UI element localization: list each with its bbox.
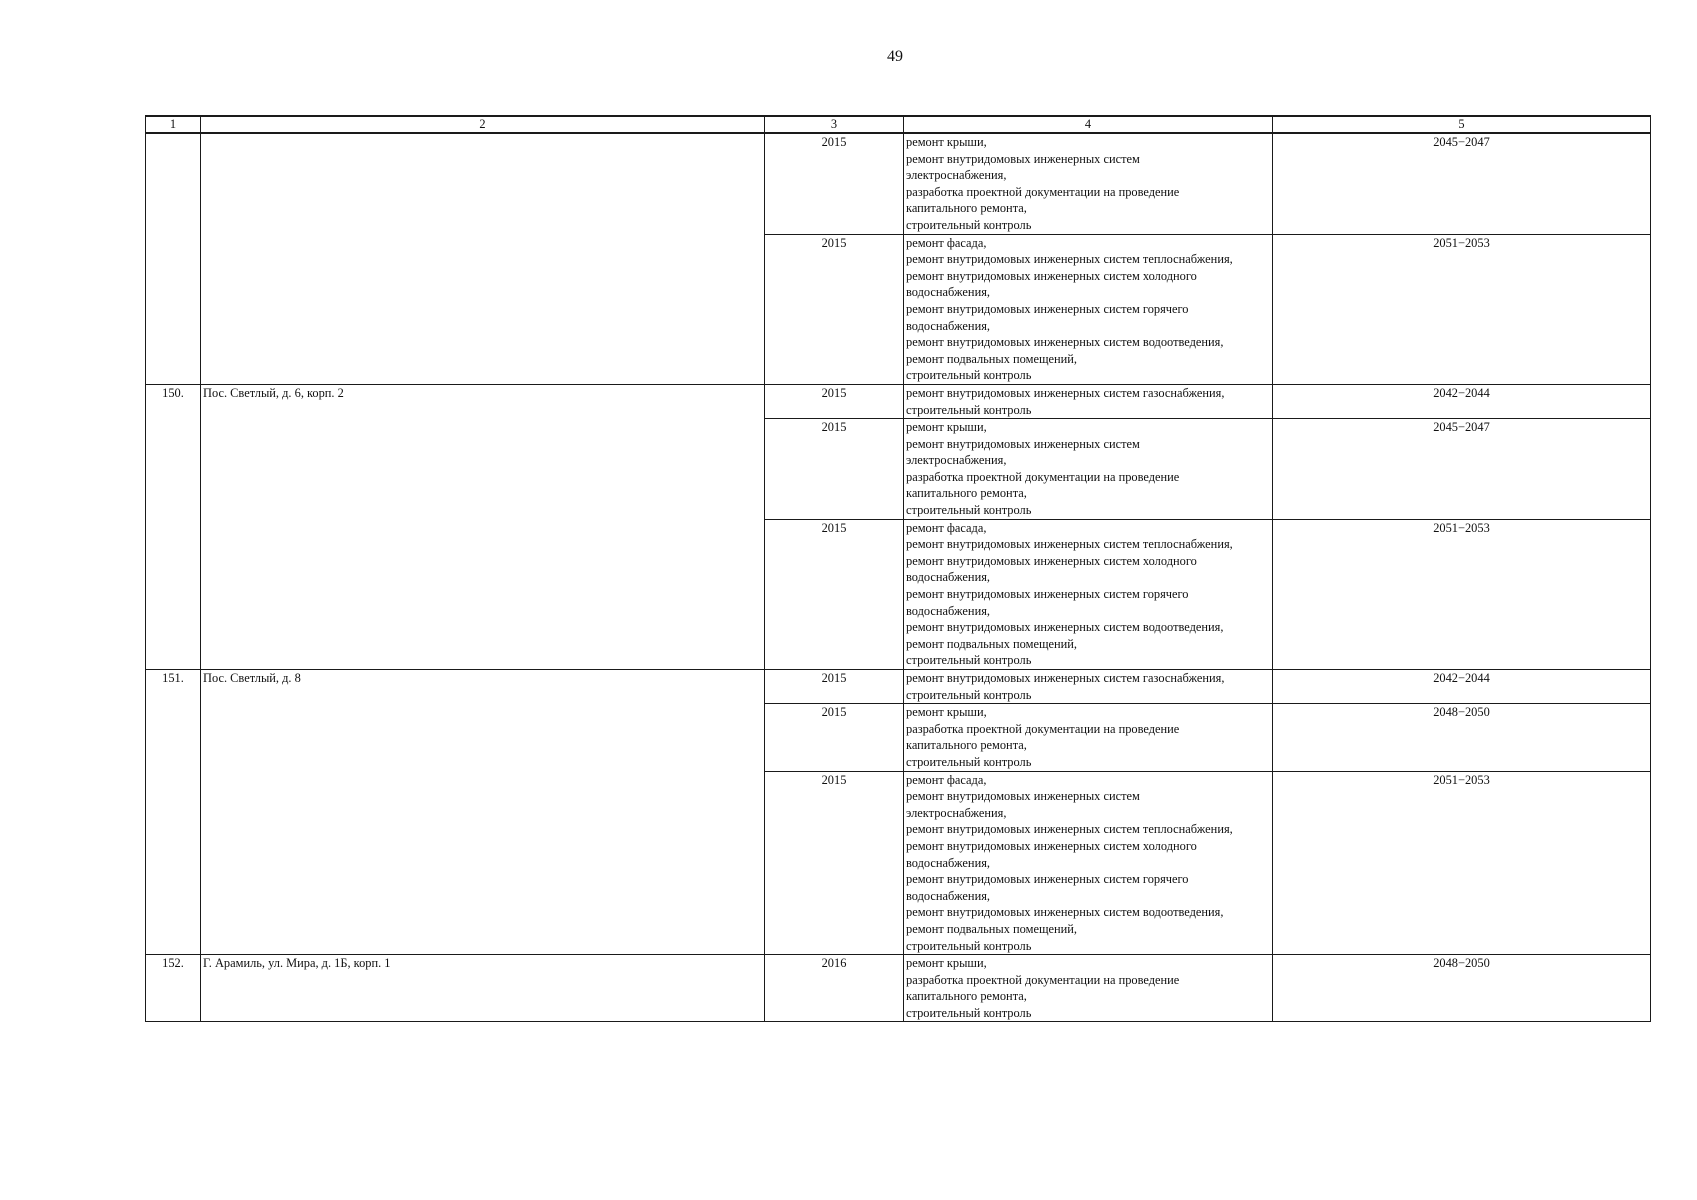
work-item: водоснабжения, xyxy=(906,888,990,903)
table-row xyxy=(146,955,1651,1022)
work-item: строительный контроль xyxy=(906,754,1032,769)
period-cell: 2048−2050 xyxy=(1273,704,1651,771)
header-cell-4: 4 xyxy=(904,116,1273,133)
work-item: ремонт внутридомовых инженерных систем водоотведения, xyxy=(906,335,1224,350)
table-row xyxy=(146,133,1651,234)
work-item: электроснабжения, xyxy=(906,168,1007,183)
row-number-cell: 151. xyxy=(146,670,201,955)
work-item: ремонт внутридомовых инженерных систем холодного xyxy=(906,838,1197,853)
address-cell: Пос. Светлый, д. 6, корп. 2 xyxy=(201,384,765,669)
works-cell xyxy=(904,234,1273,384)
table-row xyxy=(146,670,1651,704)
year-cell: 2015 xyxy=(765,670,904,704)
work-item: ремонт внутридомовых инженерных систем xyxy=(906,151,1140,166)
work-item: ремонт внутридомовых инженерных систем горячего xyxy=(906,587,1189,602)
work-item: ремонт фасада, xyxy=(906,235,987,250)
works-cell xyxy=(904,384,1273,418)
work-item: ремонт крыши, xyxy=(906,135,987,149)
work-item: ремонт подвальных помещений, xyxy=(906,351,1077,366)
work-item: разработка проектной документации на проведение xyxy=(906,721,1180,736)
work-item: водоснабжения, xyxy=(906,570,990,585)
work-item: строительный контроль xyxy=(906,1005,1032,1020)
work-item: разработка проектной документации на проведение xyxy=(906,469,1180,484)
works-cell xyxy=(904,133,1273,234)
work-item: строительный контроль xyxy=(906,938,1032,953)
period-cell: 2051−2053 xyxy=(1273,519,1651,669)
work-item: ремонт внутридомовых инженерных систем горячего xyxy=(906,301,1189,316)
period-cell: 2051−2053 xyxy=(1273,234,1651,384)
work-item: разработка проектной документации на проведение xyxy=(906,184,1180,199)
work-item: ремонт крыши, xyxy=(906,956,987,971)
year-cell: 2016 xyxy=(765,955,904,1022)
work-item: строительный контроль xyxy=(906,368,1032,383)
header-cell-2: 2 xyxy=(201,116,765,133)
work-item: электроснабжения, xyxy=(906,453,1007,468)
work-item: водоснабжения, xyxy=(906,285,990,300)
period-cell: 2051−2053 xyxy=(1273,771,1651,955)
year-cell: 2015 xyxy=(765,771,904,955)
work-item: строительный контроль xyxy=(906,402,1032,417)
work-item: ремонт внутридомовых инженерных систем теплоснабжения, xyxy=(906,537,1233,552)
work-item: капитального ремонта, xyxy=(906,486,1027,501)
work-item: ремонт крыши, xyxy=(906,705,987,720)
period-cell: 2042−2044 xyxy=(1273,384,1651,418)
work-item: ремонт внутридомовых инженерных систем водоотведения, xyxy=(906,620,1224,635)
work-item: ремонт внутридомовых инженерных систем газоснабжения, xyxy=(906,671,1225,685)
work-item: ремонт подвальных помещений, xyxy=(906,921,1077,936)
period-cell: 2042−2044 xyxy=(1273,670,1651,704)
work-item: ремонт внутридомовых инженерных систем теплоснабжения, xyxy=(906,822,1233,837)
work-item: капитального ремонта, xyxy=(906,989,1027,1004)
work-item: водоснабжения, xyxy=(906,318,990,333)
year-cell: 2015 xyxy=(765,519,904,669)
work-item: ремонт фасада, xyxy=(906,772,987,787)
work-item: ремонт внутридомовых инженерных систем xyxy=(906,436,1140,451)
header-cell-3: 3 xyxy=(765,116,904,133)
work-item: строительный контроль xyxy=(906,503,1032,518)
row-number-cell: 150. xyxy=(146,384,201,669)
work-item: строительный контроль xyxy=(906,217,1032,232)
work-item: ремонт внутридомовых инженерных систем водоотведения, xyxy=(906,905,1224,920)
work-item: ремонт внутридомовых инженерных систем газоснабжения, xyxy=(906,385,1225,400)
period-cell: 2045−2047 xyxy=(1273,419,1651,520)
year-cell: 2015 xyxy=(765,384,904,418)
repair-schedule-table xyxy=(145,115,1651,1022)
table-body xyxy=(146,133,1651,1022)
header-row xyxy=(146,116,1651,133)
work-item: ремонт подвальных помещений, xyxy=(906,636,1077,651)
work-item: ремонт крыши, xyxy=(906,420,987,435)
row-number-cell xyxy=(146,133,201,384)
work-item: ремонт внутридомовых инженерных систем холодного xyxy=(906,553,1197,568)
period-cell: 2045−2047 xyxy=(1273,133,1651,234)
year-cell: 2015 xyxy=(765,704,904,771)
row-number-cell: 152. xyxy=(146,955,201,1022)
work-item: ремонт внутридомовых инженерных систем горячего xyxy=(906,872,1189,887)
work-item: разработка проектной документации на проведение xyxy=(906,972,1180,987)
work-item: электроснабжения, xyxy=(906,805,1007,820)
address-cell xyxy=(201,133,765,384)
work-item: капитального ремонта, xyxy=(906,201,1027,216)
work-item: ремонт фасада, xyxy=(906,520,987,535)
work-item: ремонт внутридомовых инженерных систем холодного xyxy=(906,268,1197,283)
work-item: ремонт внутридомовых инженерных систем теплоснабжения, xyxy=(906,252,1233,267)
year-cell: 2015 xyxy=(765,133,904,234)
works-cell xyxy=(904,955,1273,1022)
works-cell xyxy=(904,704,1273,771)
work-item: водоснабжения, xyxy=(906,603,990,618)
works-cell xyxy=(904,670,1273,704)
works-cell xyxy=(904,419,1273,520)
work-item: ремонт внутридомовых инженерных систем xyxy=(906,789,1140,804)
work-item: строительный контроль xyxy=(906,687,1032,702)
address-cell: Г. Арамиль, ул. Мира, д. 1Б, корп. 1 xyxy=(201,955,765,1022)
work-item: строительный контроль xyxy=(906,653,1032,668)
address-cell: Пос. Светлый, д. 8 xyxy=(201,670,765,955)
period-cell: 2048−2050 xyxy=(1273,955,1651,1022)
works-cell xyxy=(904,771,1273,955)
table-row xyxy=(146,384,1651,418)
works-cell xyxy=(904,519,1273,669)
work-item: капитального ремонта, xyxy=(906,738,1027,753)
header-cell-5: 5 xyxy=(1273,116,1651,133)
page-number: 49 xyxy=(887,48,903,65)
year-cell: 2015 xyxy=(765,234,904,384)
year-cell: 2015 xyxy=(765,419,904,520)
header-cell-1: 1 xyxy=(146,116,201,133)
work-item: водоснабжения, xyxy=(906,855,990,870)
